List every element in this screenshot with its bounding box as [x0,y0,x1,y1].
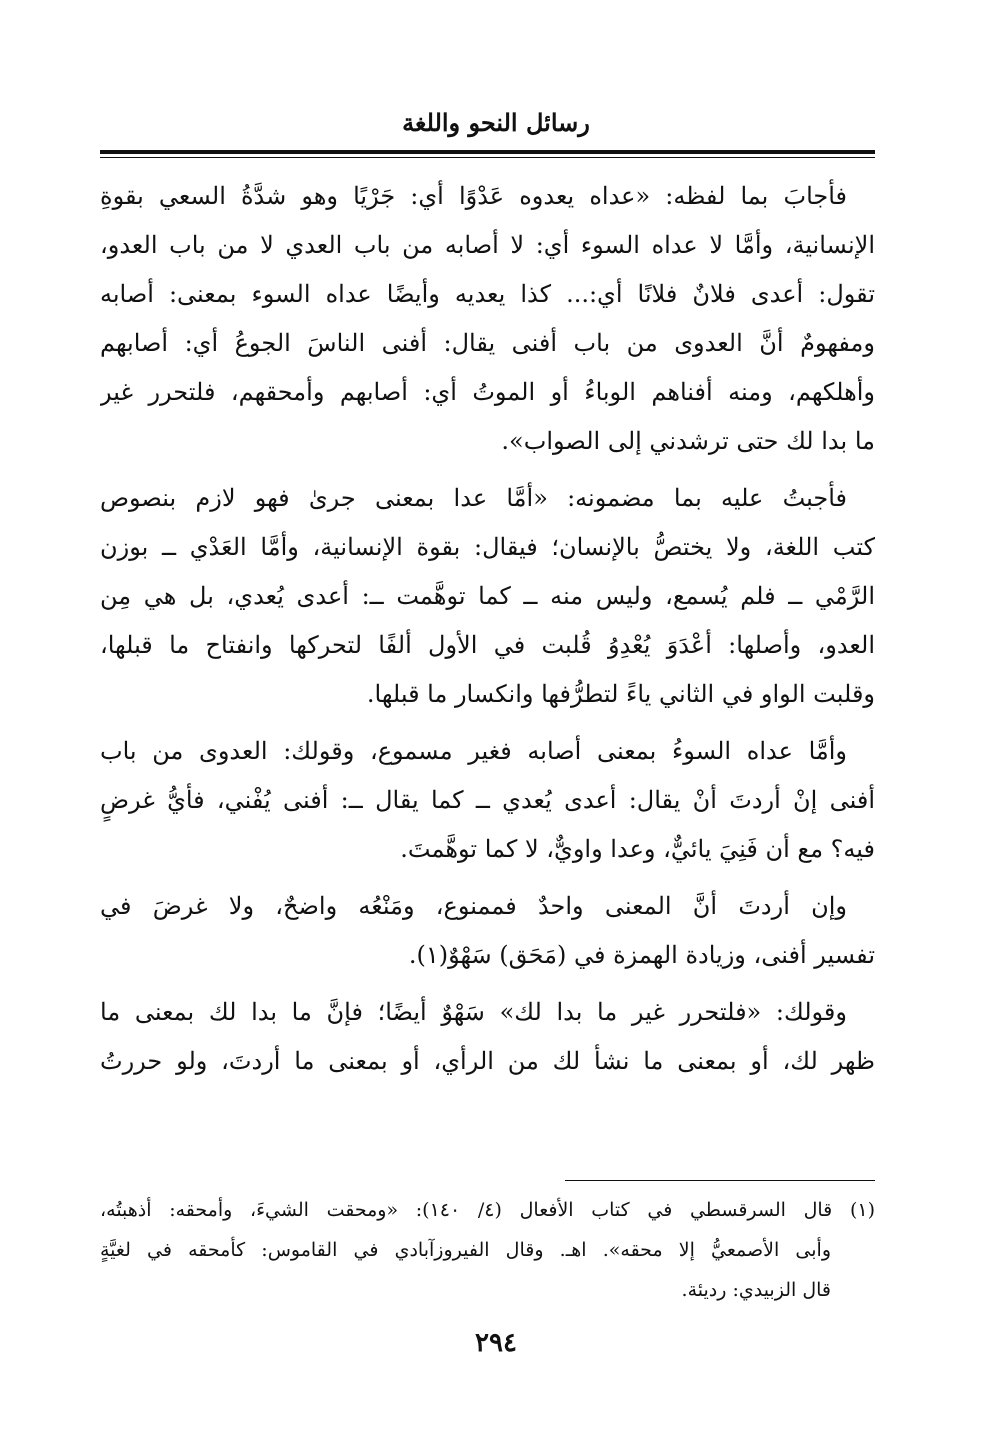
text-line: أفنى إنْ أردتَ أنْ يقال: أعدى يُعدي ــ كما يقال ــ: أفنى يُفْني، فأيُّ غرضٍ [100,786,875,814]
footnote-line: قال الزبيدي: رديئة. [681,1279,831,1301]
text-line: كتب اللغة، ولا يختصُّ بالإنسان؛ فيقال: بقوة الإنسانية، وأمَّا العَدْي ــ بوزن [100,533,875,561]
text-line: وإن أردتَ أنَّ المعنى واحدٌ فممنوع، ومَنْعُه واضحٌ، ولا غرضَ في [100,892,847,920]
text-line: الرَّمْي ــ فلم يُسمع، وليس منه ــ كما توهَّمت ــ: أعدى يُعدي، بل هي مِن [100,582,875,610]
text-line: ظهر لك، أو بمعنى ما نشأ لك من الرأي، أو بمعنى ما أردتَ، ولو حررتُ [100,1047,875,1075]
footnote-line: وأبى الأصمعيُّ إلا محقه». اهـ. وقال الفيروزآبادي في القاموس: كأمحقه في لغيَّةٍ [100,1239,831,1261]
footnotes [100,1190,875,1310]
text-line: الإنسانية، وأمَّا لا عداه السوء أي: لا أصابه من باب العدي لا من باب العدو، [100,231,875,259]
text-line: فيه؟ مع أن فَنِيَ يائيٌّ، وعدا واويٌّ، لا كما توهَّمتَ. [400,835,875,863]
header-rule-thick [100,150,875,154]
paragraph-4 [100,882,875,980]
text-line: ما بدا لك حتى ترشدني إلى الصواب». [501,427,875,455]
text-line: العدو، وأصلها: أعْدَوَ يُعْدِوُ قُلبت في الأول ألفًا لتحركها وانفتاح ما قبلها، [100,631,875,659]
footnote-line: (١) قال السرقسطي في كتاب الأفعال (٤/ ١٤٠): «ومحقت الشيءَ، وأمحقه: أذهبتُه، [100,1199,875,1221]
text-line: وأمَّا عداه السوءُ بمعنى أصابه فغير مسموع، وقولك: العدوى من باب [100,737,847,765]
text-line: وأهلكهم، ومنه أفناهم الوباءُ أو الموتُ أي: أصابهم وأمحقهم، فلتحرر غير [100,378,875,406]
footnote-separator [565,1180,875,1181]
page-number: ٢٩٤ [475,1328,517,1358]
text-line: وقولك: «فلتحرر غير ما بدا لك» سَهْوٌ أيضًا؛ فإنَّ ما بدا لك بمعنى ما [100,998,847,1026]
paragraph-1 [100,172,875,466]
text-line: فأجابَ بما لفظه: «عداه يعدوه عَدْوًا أي: جَرْيًا وهو شدَّةُ السعي بقوةِ [100,182,847,210]
text-line: وقلبت الواو في الثاني ياءً لتطرُّفها وانكسار ما قبلها. [366,680,875,708]
paragraph-5 [100,988,875,1086]
text-line: ومفهومٌ أنَّ العدوى من باب أفنى يقال: أفنى الناسَ الجوعُ أي: أصابهم [100,329,875,357]
text-line: فأجبتُ عليه بما مضمونه: «أمَّا عدا بمعنى جرىٰ فهو لازم بنصوص [100,484,847,512]
header-rule-thin [100,157,875,158]
text-line: تقول: أعدى فلانٌ فلانًا أي:... كذا يعديه وأيضًا عداه السوء بمعنى: أصابه [100,280,875,308]
text-line: تفسير أفنى، وزيادة الهمزة في (مَحَق) سَهْوٌ(١). [408,941,875,969]
paragraph-2 [100,474,875,719]
running-header-title: رسائل النحو واللغة [402,108,590,137]
paragraph-3 [100,727,875,874]
body-text [100,172,875,1094]
